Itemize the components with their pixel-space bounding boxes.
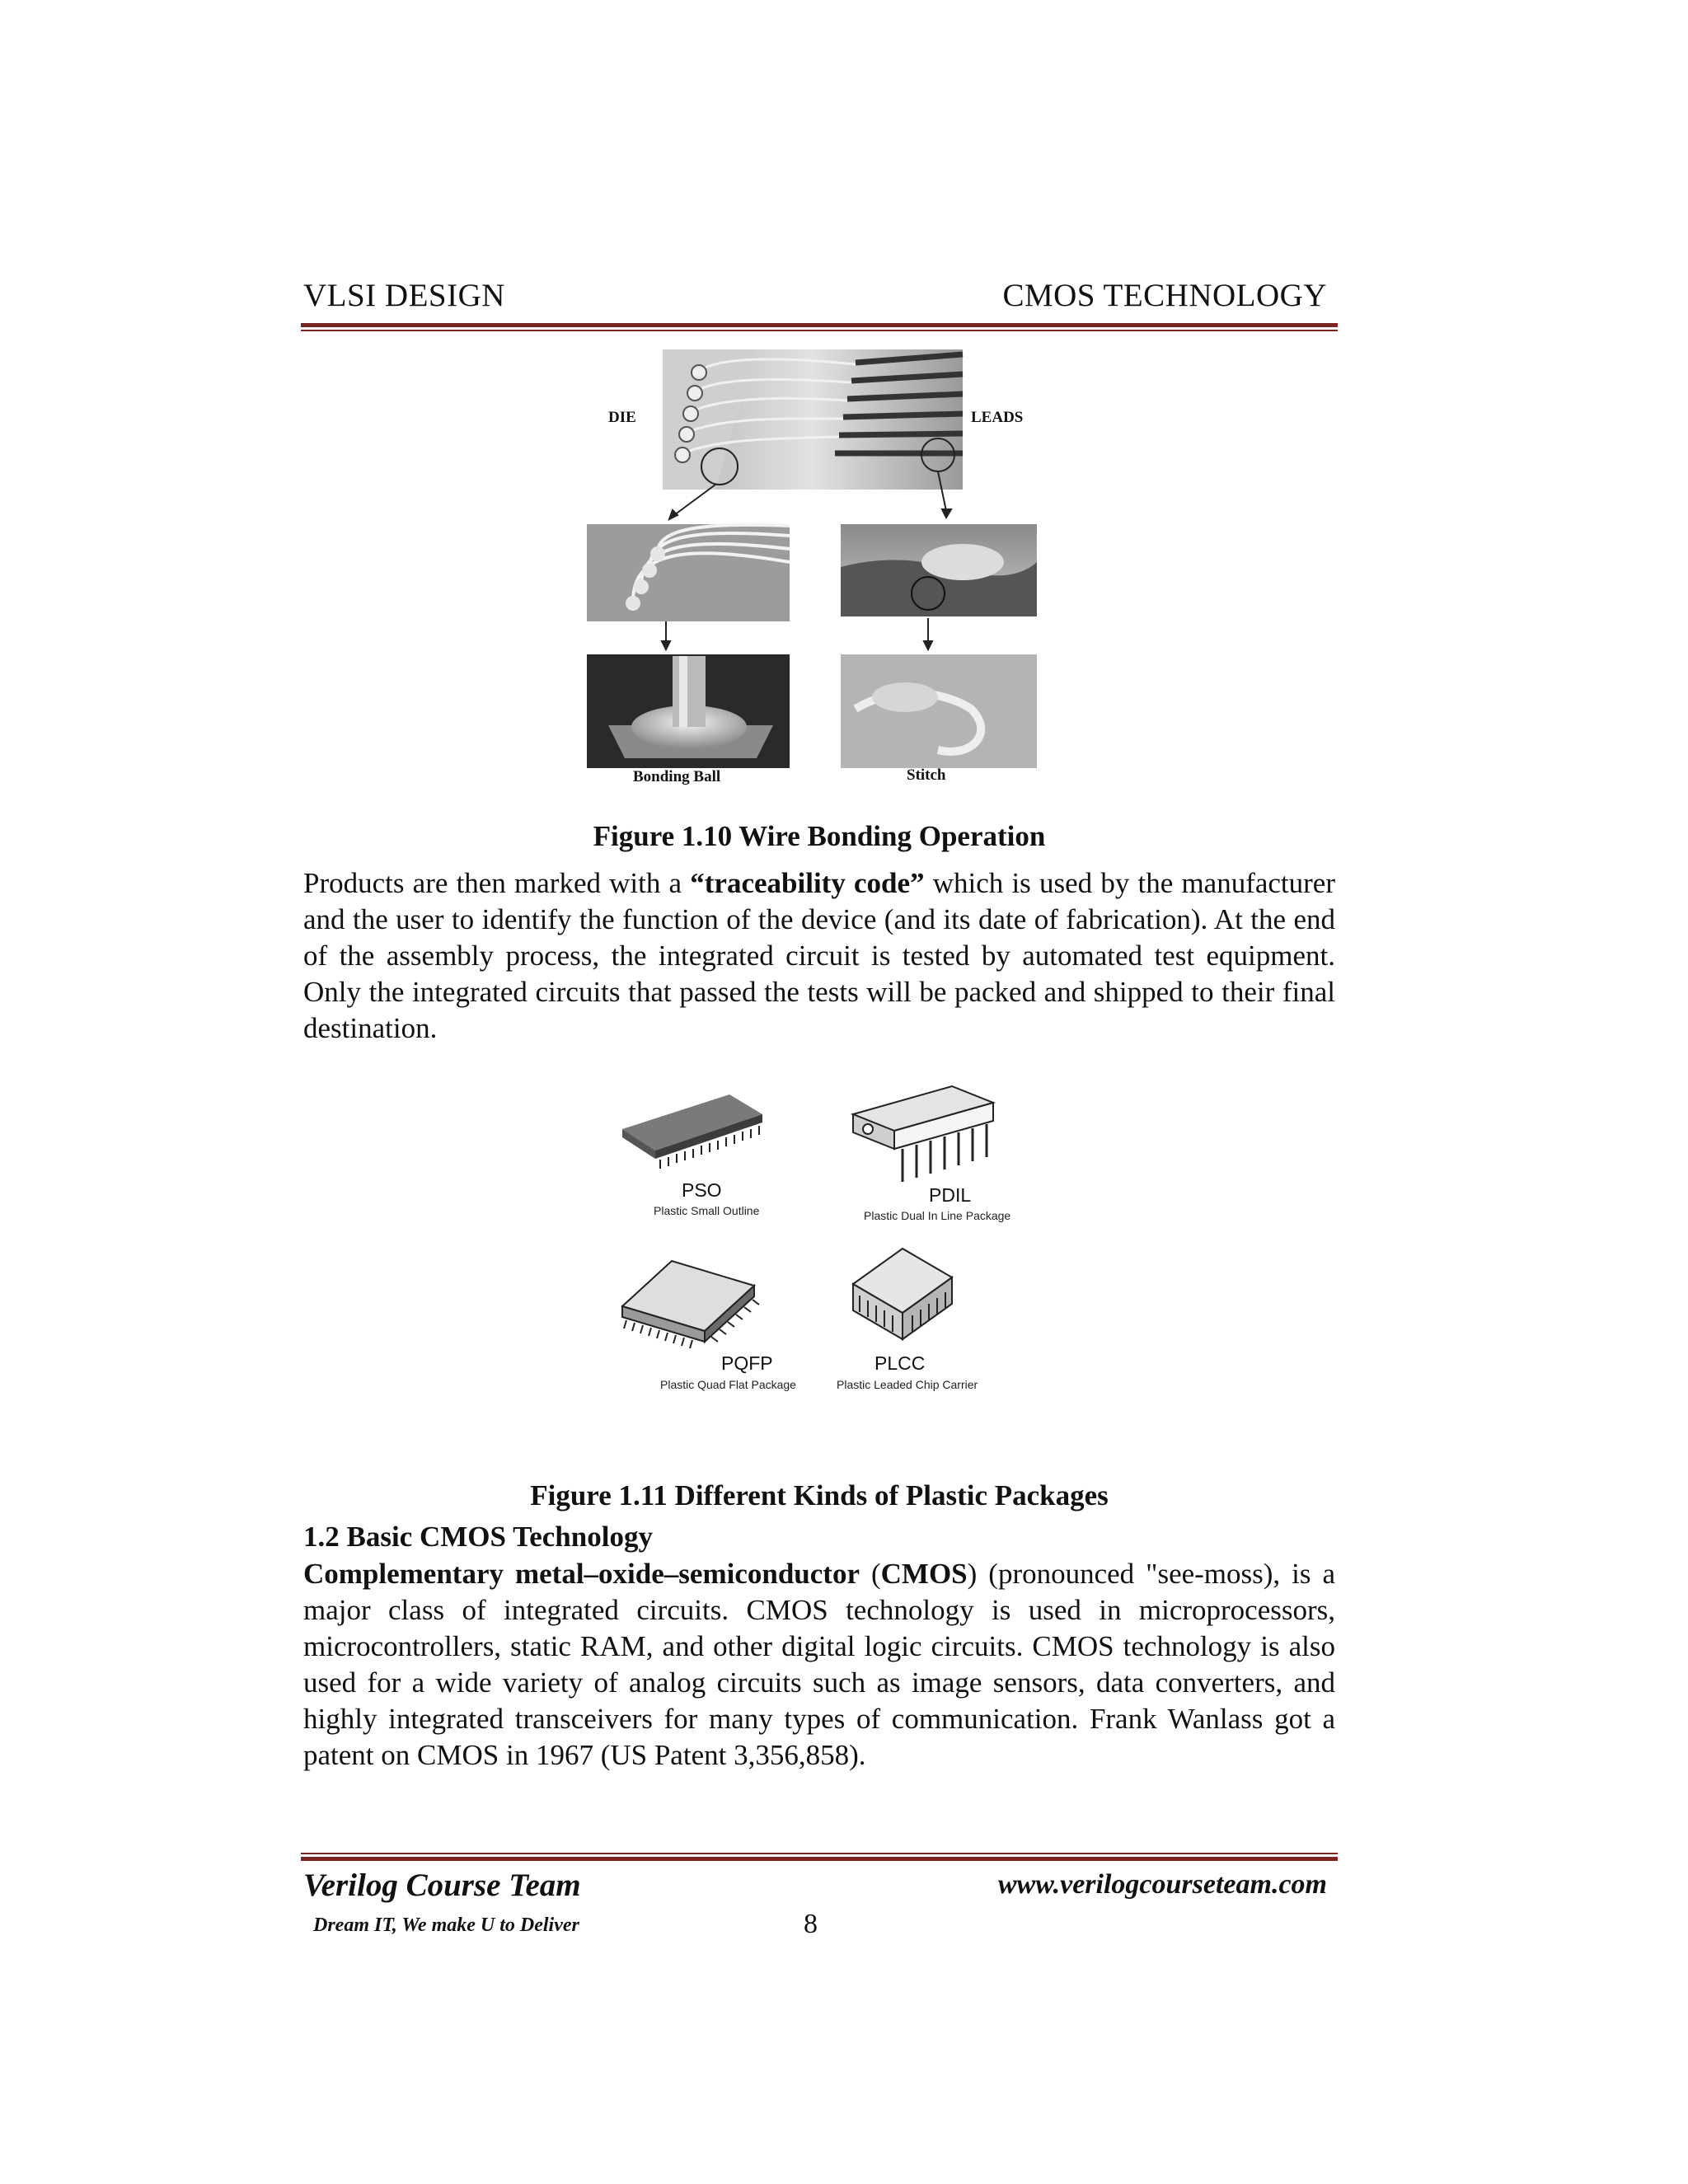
leads-label: LEADS <box>971 409 1024 426</box>
cmos-abbreviation: CMOS <box>880 1558 968 1590</box>
footer-rule-thick <box>301 1857 1338 1861</box>
figure-1-11-caption: Figure 1.11 Different Kinds of Plastic Packages <box>530 1479 1109 1511</box>
plastic-packages-figure <box>606 1080 1034 1409</box>
bonding-ball-image <box>587 654 790 768</box>
figure-1-10-caption: Figure 1.10 Wire Bonding Operation <box>593 820 1046 852</box>
pqfp-package-illustration <box>622 1261 759 1348</box>
die-label: DIE <box>608 409 636 426</box>
pdil-description: Plastic Dual In Line Package <box>864 1209 1011 1222</box>
plcc-package-illustration <box>853 1249 952 1339</box>
header-left-title: VLSI DESIGN <box>303 278 505 313</box>
pdil-label: PDIL <box>929 1184 972 1206</box>
plcc-label: PLCC <box>874 1352 926 1374</box>
plcc-description: Plastic Leaded Chip Carrier <box>837 1378 978 1391</box>
pso-label: PSO <box>682 1179 722 1201</box>
header-rule-thin <box>301 330 1338 331</box>
pqfp-description: Plastic Quad Flat Package <box>660 1378 796 1391</box>
footer-rule-thin <box>301 1853 1338 1854</box>
stitch-image <box>841 654 1037 768</box>
paragraph1-pre: Products are then marked with a <box>303 867 691 899</box>
header-rule-thick <box>301 323 1338 327</box>
footer-website: www.verilogcourseteam.com <box>997 1869 1327 1900</box>
pso-description: Plastic Small Outline <box>654 1204 760 1217</box>
bonding-ball-label: Bonding Ball <box>633 768 721 785</box>
cmos-term: Complementary metal–oxide–semiconductor <box>303 1558 860 1590</box>
paragraph-traceability <box>303 865 1335 1047</box>
section-heading: 1.2 Basic CMOS Technology <box>303 1521 653 1553</box>
traceability-code-term: “traceability code” <box>690 867 925 899</box>
wire-bonding-figure <box>584 346 1045 785</box>
footer-team-name: Verilog Course Team <box>303 1868 581 1903</box>
cmos-open-paren: ( <box>859 1558 881 1590</box>
paragraph1-post: which is used by the manufacturer and the user to identify the function of the device (and its date of fabrication). At the end of the assembly process, the integrated circuit is tested by automated test equipment. Only the integrated circuits that passed the tests will be packed and shipped to their final destination. <box>303 867 1335 1044</box>
header-right-title: CMOS TECHNOLOGY <box>1002 278 1327 313</box>
paragraph-cmos <box>303 1556 1335 1774</box>
stitch-closeup <box>841 524 1037 616</box>
pdil-package-illustration <box>853 1086 993 1182</box>
pqfp-label: PQFP <box>721 1352 773 1374</box>
wire-closeup <box>587 524 790 621</box>
die-leads-micrograph <box>663 349 963 490</box>
footer-slogan: Dream IT, We make U to Deliver <box>313 1915 579 1936</box>
stitch-label: Stitch <box>907 766 946 784</box>
cmos-body: ) (pronounced "see-moss), is a major class of integrated circuits. CMOS technology is used in microprocessors, microcontrollers, static RAM, and other digital logic circuits. CMOS technology is also used for a wide variety of analog circuits such as image sensors, data converters, and highly integrated transceivers for many types of communication. Frank Wanlass got a patent on CMOS in 1967 (US Patent 3,356,858). <box>303 1558 1336 1771</box>
pso-package-illustration <box>622 1094 762 1169</box>
page-number: 8 <box>804 1909 818 1939</box>
